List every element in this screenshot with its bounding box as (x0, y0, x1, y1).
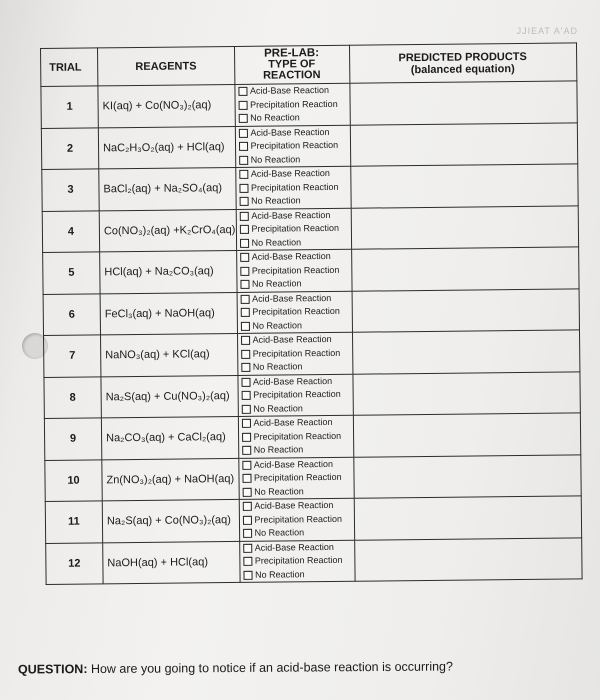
reaction-option-label: Precipitation Reaction (250, 139, 339, 151)
reaction-option-label: Acid-Base Reaction (252, 333, 332, 345)
reaction-type-options (237, 291, 352, 334)
acid-base-checkbox[interactable] (240, 295, 249, 304)
reaction-option-label: Precipitation Reaction (251, 264, 340, 276)
reaction-option-label: Acid-Base Reaction (254, 541, 334, 553)
header-type-line2: REACTION (263, 69, 321, 82)
reaction-type-options (237, 332, 352, 375)
trial-row (44, 330, 580, 377)
trial-rows (41, 81, 582, 585)
trial-reagents: Na₂CO₃(aq) + CaCl₂(aq) (101, 416, 238, 459)
reaction-option[interactable] (242, 429, 353, 444)
acid-base-checkbox[interactable] (243, 544, 252, 553)
reaction-option-label: No Reaction (253, 444, 304, 455)
reaction-option-label: No Reaction (250, 112, 300, 123)
trial-row (42, 205, 578, 252)
reaction-option[interactable] (241, 416, 352, 431)
reaction-option-label: Acid-Base Reaction (250, 167, 330, 179)
acid-base-checkbox[interactable] (238, 87, 247, 96)
no-reaction-checkbox[interactable] (240, 322, 249, 331)
precipitation-checkbox[interactable] (239, 225, 248, 234)
no-reaction-checkbox[interactable] (241, 405, 250, 414)
reaction-option[interactable] (240, 277, 351, 292)
trial-row (42, 164, 578, 211)
reaction-option-label: Precipitation Reaction (254, 554, 343, 566)
trial-reagents: KI(aq) + Co(NO₃)₂(aq) (98, 84, 235, 127)
precipitation-checkbox[interactable] (241, 350, 250, 359)
acid-base-checkbox[interactable] (240, 253, 249, 262)
reaction-option-label: Acid-Base Reaction (252, 375, 333, 387)
reaction-option-label: Acid-Base Reaction (251, 250, 331, 262)
reaction-option-label: Acid-Base Reaction (254, 499, 334, 511)
reaction-option[interactable] (243, 567, 354, 582)
trial-row (43, 288, 579, 335)
reaction-option[interactable] (239, 222, 350, 237)
reaction-option-label: Acid-Base Reaction (250, 126, 330, 138)
reaction-option[interactable] (240, 305, 351, 320)
reaction-option[interactable] (242, 457, 353, 472)
no-reaction-checkbox[interactable] (243, 571, 252, 580)
reaction-type-options (236, 208, 351, 251)
reaction-option-label: Precipitation Reaction (252, 347, 341, 359)
reaction-option-label: Acid-Base Reaction (253, 416, 333, 428)
predicted-products-cell[interactable] (352, 330, 579, 374)
reaction-option-label: Precipitation Reaction (253, 471, 342, 483)
trial-number: 10 (45, 459, 102, 501)
trial-row (43, 247, 579, 294)
header-reagents: REAGENTS (98, 46, 235, 85)
reaction-option[interactable] (238, 111, 349, 126)
predicted-products-cell[interactable] (353, 454, 580, 498)
reaction-option-label: Precipitation Reaction (251, 222, 340, 234)
reaction-option[interactable] (242, 499, 353, 514)
trial-reagents: HCl(aq) + Na₂CO₃(aq) (100, 250, 237, 293)
reaction-option-label: Acid-Base Reaction (251, 209, 331, 221)
reaction-option-label: No Reaction (250, 153, 301, 165)
reaction-option[interactable] (241, 401, 352, 416)
question-label: QUESTION: (17, 662, 88, 677)
precipitation-checkbox[interactable] (242, 433, 251, 442)
reaction-option[interactable] (239, 167, 350, 182)
reaction-type-options (239, 498, 354, 541)
trial-number: 4 (42, 210, 99, 252)
reaction-option-label: Precipitation Reaction (254, 513, 343, 525)
corner-watermark: JJIEAT A'AD (516, 26, 578, 36)
reaction-type-options (235, 166, 350, 209)
header-prelab: PRE-LAB: (264, 47, 320, 60)
trial-row (41, 122, 577, 169)
reaction-option-label: No Reaction (251, 236, 302, 248)
reaction-option[interactable] (238, 97, 349, 112)
acid-base-checkbox[interactable] (239, 212, 248, 221)
reaction-option-label: Precipitation Reaction (250, 181, 339, 193)
precipitation-checkbox[interactable] (240, 308, 249, 317)
reaction-option-label: No Reaction (252, 361, 303, 372)
precipitation-checkbox[interactable] (238, 101, 247, 110)
predicted-products-cell[interactable] (349, 81, 576, 125)
reaction-option[interactable] (242, 471, 353, 486)
acid-base-checkbox[interactable] (241, 419, 250, 428)
reaction-option[interactable] (241, 388, 352, 403)
reaction-option[interactable] (240, 263, 351, 278)
reaction-option[interactable] (241, 360, 352, 375)
precipitation-checkbox[interactable] (239, 184, 248, 193)
reaction-option[interactable] (243, 526, 354, 541)
reaction-option[interactable] (238, 139, 349, 154)
reaction-option[interactable] (243, 540, 354, 555)
trial-row (41, 81, 577, 128)
reaction-type-options (238, 457, 353, 500)
predicted-products-cell[interactable] (354, 496, 581, 540)
no-reaction-checkbox[interactable] (242, 446, 251, 455)
reaction-option[interactable] (242, 512, 353, 527)
question-body: How are you going to notice if an acid-base reaction is occurring? (87, 659, 453, 677)
predicted-products-cell[interactable] (354, 537, 581, 581)
reaction-option[interactable] (240, 318, 351, 333)
reaction-option[interactable] (243, 554, 354, 569)
predicted-products-cell[interactable] (351, 247, 578, 291)
reaction-option-label: Acid-Base Reaction (249, 84, 330, 96)
trial-reagents: Na₂S(aq) + Co(NO₃)₂(aq) (102, 499, 239, 542)
reaction-option[interactable] (242, 484, 353, 499)
reaction-option-label: No Reaction (254, 527, 305, 538)
predicted-products-cell[interactable] (350, 164, 577, 208)
reaction-option-label: Precipitation Reaction (253, 388, 341, 400)
trial-number: 6 (43, 293, 100, 335)
predicted-products-cell[interactable] (351, 205, 578, 249)
trial-number: 11 (45, 501, 102, 543)
trial-reagents: Co(NO₃)₂(aq) +K₂CrO₄(aq) (99, 209, 236, 252)
trial-row (45, 496, 581, 543)
reaction-type-options (239, 540, 354, 583)
precipitation-checkbox[interactable] (243, 557, 252, 566)
header-type-line1: TYPE OF (268, 58, 316, 71)
predicted-products-cell[interactable] (352, 288, 579, 332)
trial-reagents: Na₂S(aq) + Cu(NO₃)₂(aq) (101, 375, 238, 418)
reaction-option-label: No Reaction (254, 485, 304, 497)
trial-reagents: Zn(NO₃)₂(aq) + NaOH(aq) (102, 458, 239, 501)
no-reaction-checkbox[interactable] (243, 529, 252, 538)
reaction-option[interactable] (239, 235, 350, 250)
reaction-option[interactable] (239, 152, 350, 167)
no-reaction-checkbox[interactable] (241, 363, 250, 372)
predicted-products-cell[interactable] (350, 122, 577, 166)
header-pred-line1: PREDICTED PRODUCTS (398, 50, 527, 64)
reaction-option[interactable] (239, 180, 350, 195)
trial-reagents: NaOH(aq) + HCl(aq) (103, 541, 240, 584)
trial-row (45, 454, 581, 501)
acid-base-checkbox[interactable] (241, 378, 250, 387)
reaction-type-options (235, 125, 350, 168)
trial-reagents: NaNO₃(aq) + KCl(aq) (101, 333, 238, 376)
header-predicted-products (349, 43, 576, 83)
no-reaction-checkbox[interactable] (240, 239, 249, 248)
reaction-option-label: No Reaction (254, 568, 305, 580)
reaction-option[interactable] (238, 84, 349, 99)
lab-table (40, 42, 582, 585)
reaction-type-options (234, 83, 349, 126)
header-type-of-reaction (234, 45, 349, 84)
precipitation-checkbox[interactable] (242, 474, 251, 483)
reaction-option-label: Precipitation Reaction (250, 98, 338, 110)
reaction-option-label: No Reaction (252, 319, 303, 331)
precipitation-checkbox[interactable] (242, 516, 251, 525)
trial-row (44, 371, 580, 418)
trial-number: 8 (44, 376, 101, 418)
trial-number: 9 (44, 418, 101, 460)
reaction-option[interactable] (241, 346, 352, 361)
reaction-option[interactable] (242, 443, 353, 458)
acid-base-checkbox[interactable] (242, 502, 251, 511)
trial-number: 2 (41, 127, 98, 169)
reaction-option[interactable] (239, 208, 350, 223)
reaction-option-label: Precipitation Reaction (253, 430, 342, 442)
trial-number: 3 (42, 169, 99, 211)
no-reaction-checkbox[interactable] (239, 197, 248, 206)
question-text (18, 659, 453, 676)
reaction-option[interactable] (239, 194, 350, 209)
trial-reagents: NaC₂H₃O₂(aq) + HCl(aq) (98, 126, 235, 169)
no-reaction-checkbox[interactable] (240, 280, 249, 289)
trial-number: 12 (46, 542, 103, 584)
reaction-option-label: No Reaction (251, 278, 302, 289)
acid-base-checkbox[interactable] (241, 336, 250, 345)
no-reaction-checkbox[interactable] (238, 114, 247, 123)
acid-base-checkbox[interactable] (239, 170, 248, 179)
acid-base-checkbox[interactable] (238, 129, 247, 138)
reaction-option-label: Acid-Base Reaction (253, 458, 333, 470)
reaction-option[interactable] (240, 250, 351, 265)
reaction-type-options (236, 249, 351, 292)
trial-number: 1 (41, 86, 98, 128)
reaction-type-options (237, 374, 352, 417)
acid-base-checkbox[interactable] (242, 461, 251, 470)
reaction-type-options (238, 415, 353, 458)
trial-number: 7 (44, 335, 101, 377)
header-trial: TRIAL (41, 48, 98, 87)
header-pred-line2: (balanced equation) (410, 62, 515, 76)
reaction-option-label: Acid-Base Reaction (252, 292, 332, 304)
precipitation-checkbox[interactable] (240, 267, 249, 276)
trial-row (44, 413, 580, 460)
predicted-products-cell[interactable] (352, 371, 579, 415)
trial-number: 5 (43, 252, 100, 294)
trial-row (46, 537, 582, 584)
trial-reagents: FeCl₃(aq) + NaOH(aq) (100, 292, 237, 335)
precipitation-checkbox[interactable] (239, 142, 248, 151)
reaction-option[interactable] (241, 374, 352, 389)
precipitation-checkbox[interactable] (241, 391, 250, 400)
trial-reagents: BaCl₂(aq) + Na₂SO₄(aq) (99, 167, 236, 210)
no-reaction-checkbox[interactable] (239, 156, 248, 165)
reaction-option-label: No Reaction (251, 195, 301, 206)
reaction-option-label: No Reaction (253, 402, 303, 414)
predicted-products-cell[interactable] (353, 413, 580, 457)
reaction-option-label: Precipitation Reaction (252, 305, 340, 317)
reaction-option[interactable] (238, 125, 349, 140)
reaction-option[interactable] (240, 291, 351, 306)
reaction-option[interactable] (241, 333, 352, 348)
no-reaction-checkbox[interactable] (242, 488, 251, 497)
